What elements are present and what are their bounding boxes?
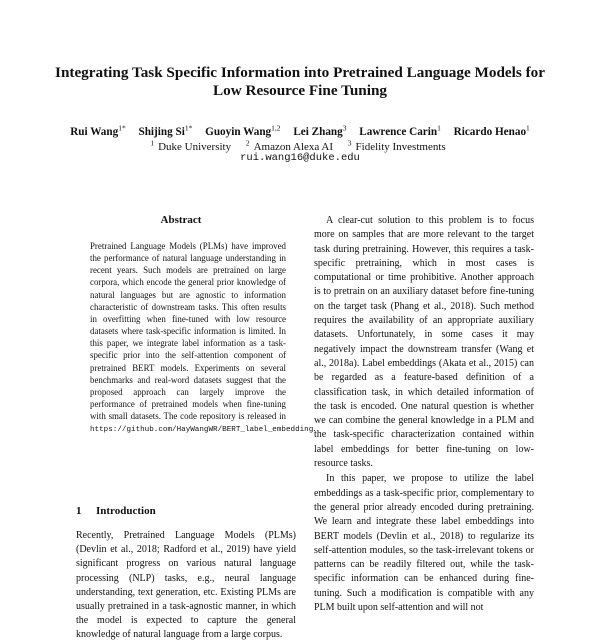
author-email: rui.wang16@duke.edu [240, 152, 360, 164]
code-repository-link[interactable]: https://github.com/HayWangWR/BERT_label_embedding [90, 426, 314, 435]
affiliation: $^3$ Fidelity Investments [347, 138, 446, 153]
introduction-paragraph: Recently, Pretrained Language Models (PLMs) (Devlin et al., 2018; Radford et al., 2019) have yield significant progress on various natural language processing (NLP) tasks, e.g., neural language understanding, text generation, etc. Existing PLMs are usually pretrained in a task-agnostic manner, in which the model is expected to capture the general knowledge of natural language from a large corpus. [76, 530, 296, 641]
abstract-heading: Abstract [160, 214, 202, 226]
abstract-body: Pretrained Language Models (PLMs) have improved the performance of natural language understanding in recent years. Such models are pretrained on large corpora, which encode the general prior knowledge of natural languages but are agnostic to information characteristic of downstream tasks. This often results in overfitting when fine-tuned with low resource datasets where task-specific information is limited. In this paper, we integrate label information as a task-specific prior into the self-attention component of pretrained BERT models. Experiments on several benchmarks and real-word datasets suggest that the proposed approach can largely improve the performance of pretrained models when fine-tuning with small datasets. The code repository is released in https://github.com/HayWangWR/BERT_label_embedding. [90, 241, 316, 435]
right-column [314, 214, 534, 615]
author: Guoyin Wang$^{1,2}$ [205, 123, 281, 138]
author: Lawrence Carin$^1$ [359, 123, 441, 138]
section-number: 1 [76, 505, 82, 517]
abstract-text: Pretrained Language Models (PLMs) have improved the performance of natural language understanding in recent years. Such models are pretrained on large corpora, which encode the general prior knowledge of natural languages but are agnostic to information characteristic of downstream tasks. This often results in overfitting when fine-tuned with low resource datasets where task-specific information is limited. In this paper, we integrate label information as a task-specific prior into the self-attention component of pretrained BERT models. Experiments on several benchmarks and real-word datasets suggest that the proposed approach can largely improve the performance of pretrained models when fine-tuning with small datasets. The code repository is released in [90, 241, 286, 422]
affiliation: $^2$ Amazon Alexa AI [245, 138, 334, 153]
affiliation: $^1$ Duke University [150, 138, 232, 153]
right-column-paragraph: In this paper, we propose to utilize the label embeddings as a task-specific prior, complementary to the general prior already encoded during pretraining. We learn and integrate these label embeddings into BERT models (Devlin et al., 2018) to regularize its self-attention modules, so the task-irrelevant tokens or patterns can be readily filtered out, while the task-specific information can be enhanced during fine-tuning. Such a modification is compatible with any PLM built upon self-attention and will not [314, 473, 534, 614]
author: Lei Zhang$^3$ [293, 123, 347, 138]
author: Ricardo Henao$^1$ [453, 123, 530, 138]
section-title: Introduction [96, 505, 156, 517]
section-heading-introduction [76, 505, 296, 517]
paper-title: Integrating Task Specific Information into Pretrained Language Models for Low Resource Fine Tuning [55, 64, 545, 99]
author: Shijing $Si^{1*}$ [138, 123, 193, 138]
author: Rui Wang$^{1*}$ [70, 123, 126, 138]
right-column-paragraph: A clear-cut solution to this problem is to focus more on samples that are more relevant to the target task during pretraining. However, this requires a task-specific pretraining, which in most cases is computational or time prohibitive. Another approach is to pretrain on an auxiliary dataset before fine-tuning on the target task (Phang et al., 2018). Such method requires the availability of an appropriate auxiliary datasets. Unfortunately, in some cases it may negatively impact the downstream transfer (Wang et al., 2018a). Label embeddings (Akata et al., 2015) can be regarded as a feature-based definition of a classification task, in which detailed information of the task is encoded. One natural question is whether we can combine the general knowledge in a PLM and the task-specific characterization contained within label embeddings for better fine-tuning on low-resource tasks. [314, 215, 534, 470]
